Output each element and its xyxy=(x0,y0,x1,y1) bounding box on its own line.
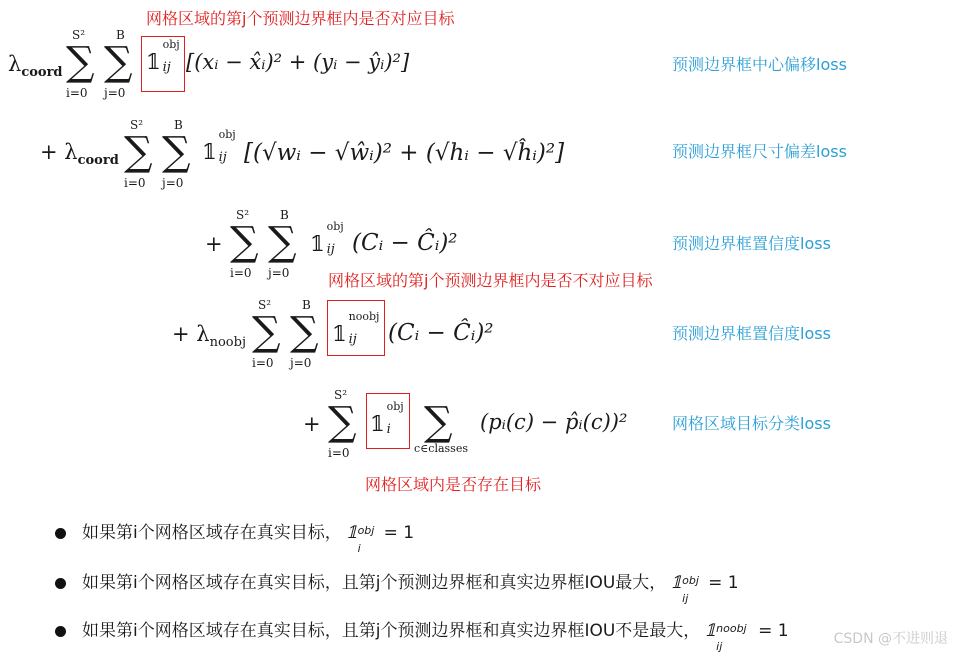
label-center-offset-loss: 预测边界框中心偏移loss xyxy=(672,55,847,74)
formula-row-2-body: [(√wᵢ − √ŵᵢ)² + (√hᵢ − √ĥᵢ)²] xyxy=(244,140,565,166)
formula-row-4-sum-i: S² ∑ i=0 xyxy=(252,298,281,370)
formula-row-5-sum-i: S² ∑ i=0 xyxy=(328,388,357,460)
formula-row-1-body: [(xᵢ − x̂ᵢ)² + (yᵢ − ŷᵢ)²] xyxy=(186,50,410,74)
formula-row-3-prefix: + xyxy=(205,232,223,256)
formula-row-4-sum-j: B ∑ j=0 xyxy=(290,298,319,370)
label-size-loss: 预测边界框尺寸偏差loss xyxy=(672,142,847,161)
watermark: CSDN @不进则退 xyxy=(833,631,948,647)
annotation-top: 网格区域的第j个预测边界框内是否对应目标 xyxy=(146,9,455,28)
bullet-item-1: 如果第i个网格区域存在真实目标， 𝟙 obj i = 1 xyxy=(55,518,414,543)
formula-row-1-sum-i: S² ∑ i=0 xyxy=(66,28,95,100)
formula-row-3-indicator: 𝟙 obj ij xyxy=(310,220,344,257)
formula-row-3-sum-i: S² ∑ i=0 xyxy=(230,208,259,280)
formula-row-5-sum-classes: ∑ c∈classes xyxy=(414,399,468,455)
annotation-middle: 网格区域的第j个预测边界框内是否不对应目标 xyxy=(328,271,653,290)
formula-row-5-prefix: + xyxy=(303,412,321,436)
label-confidence-loss-noobj: 预测边界框置信度loss xyxy=(672,324,831,343)
formula-row-2-sum-i: S² ∑ i=0 xyxy=(124,118,153,190)
formula-row-3-sum-j: B ∑ j=0 xyxy=(268,208,297,280)
formula-row-5-body: (pᵢ(c) − p̂ᵢ(c))² xyxy=(480,410,628,434)
bullet-item-3: 如果第i个网格区域存在真实目标，且第j个预测边界框和真实边界框IOU不是最大， 𝟙 noobj ij = 1 xyxy=(55,616,789,641)
formula-row-1-sum-j: B ∑ j=0 xyxy=(104,28,133,100)
formula-row-1-indicator: 𝟙 obj ij xyxy=(146,38,180,75)
formula-row-2-sum-j: B ∑ j=0 xyxy=(162,118,191,190)
label-confidence-loss-obj: 预测边界框置信度loss xyxy=(672,234,831,253)
bullet-item-2: 如果第i个网格区域存在真实目标，且第j个预测边界框和真实边界框IOU最大， 𝟙 obj ij = 1 xyxy=(55,568,739,593)
formula-row-4-indicator: 𝟙 noobj ij xyxy=(332,310,380,347)
bullet-dot-icon xyxy=(55,626,66,637)
bullet-dot-icon xyxy=(55,578,66,589)
bullet-dot-icon xyxy=(55,528,66,539)
formula-row-2-indicator: 𝟙 obj ij xyxy=(202,128,236,165)
label-classification-loss: 网格区域目标分类loss xyxy=(672,414,831,433)
formula-row-1-lambda: $\lambda_{coord}$ xyxy=(8,52,63,81)
formula-row-2-lambda: + $\lambda_{coord}$ xyxy=(40,140,119,169)
formula-row-4-lambda: + $\lambda_{noobj}$ xyxy=(172,322,246,351)
formula-row-3-body: (Cᵢ − Ĉᵢ)² xyxy=(352,230,458,256)
formula-row-4-body: (Cᵢ − Ĉᵢ)² xyxy=(388,320,494,346)
annotation-bottom: 网格区域内是否存在目标 xyxy=(365,475,542,494)
formula-row-5-indicator: 𝟙 obj i xyxy=(370,400,404,437)
